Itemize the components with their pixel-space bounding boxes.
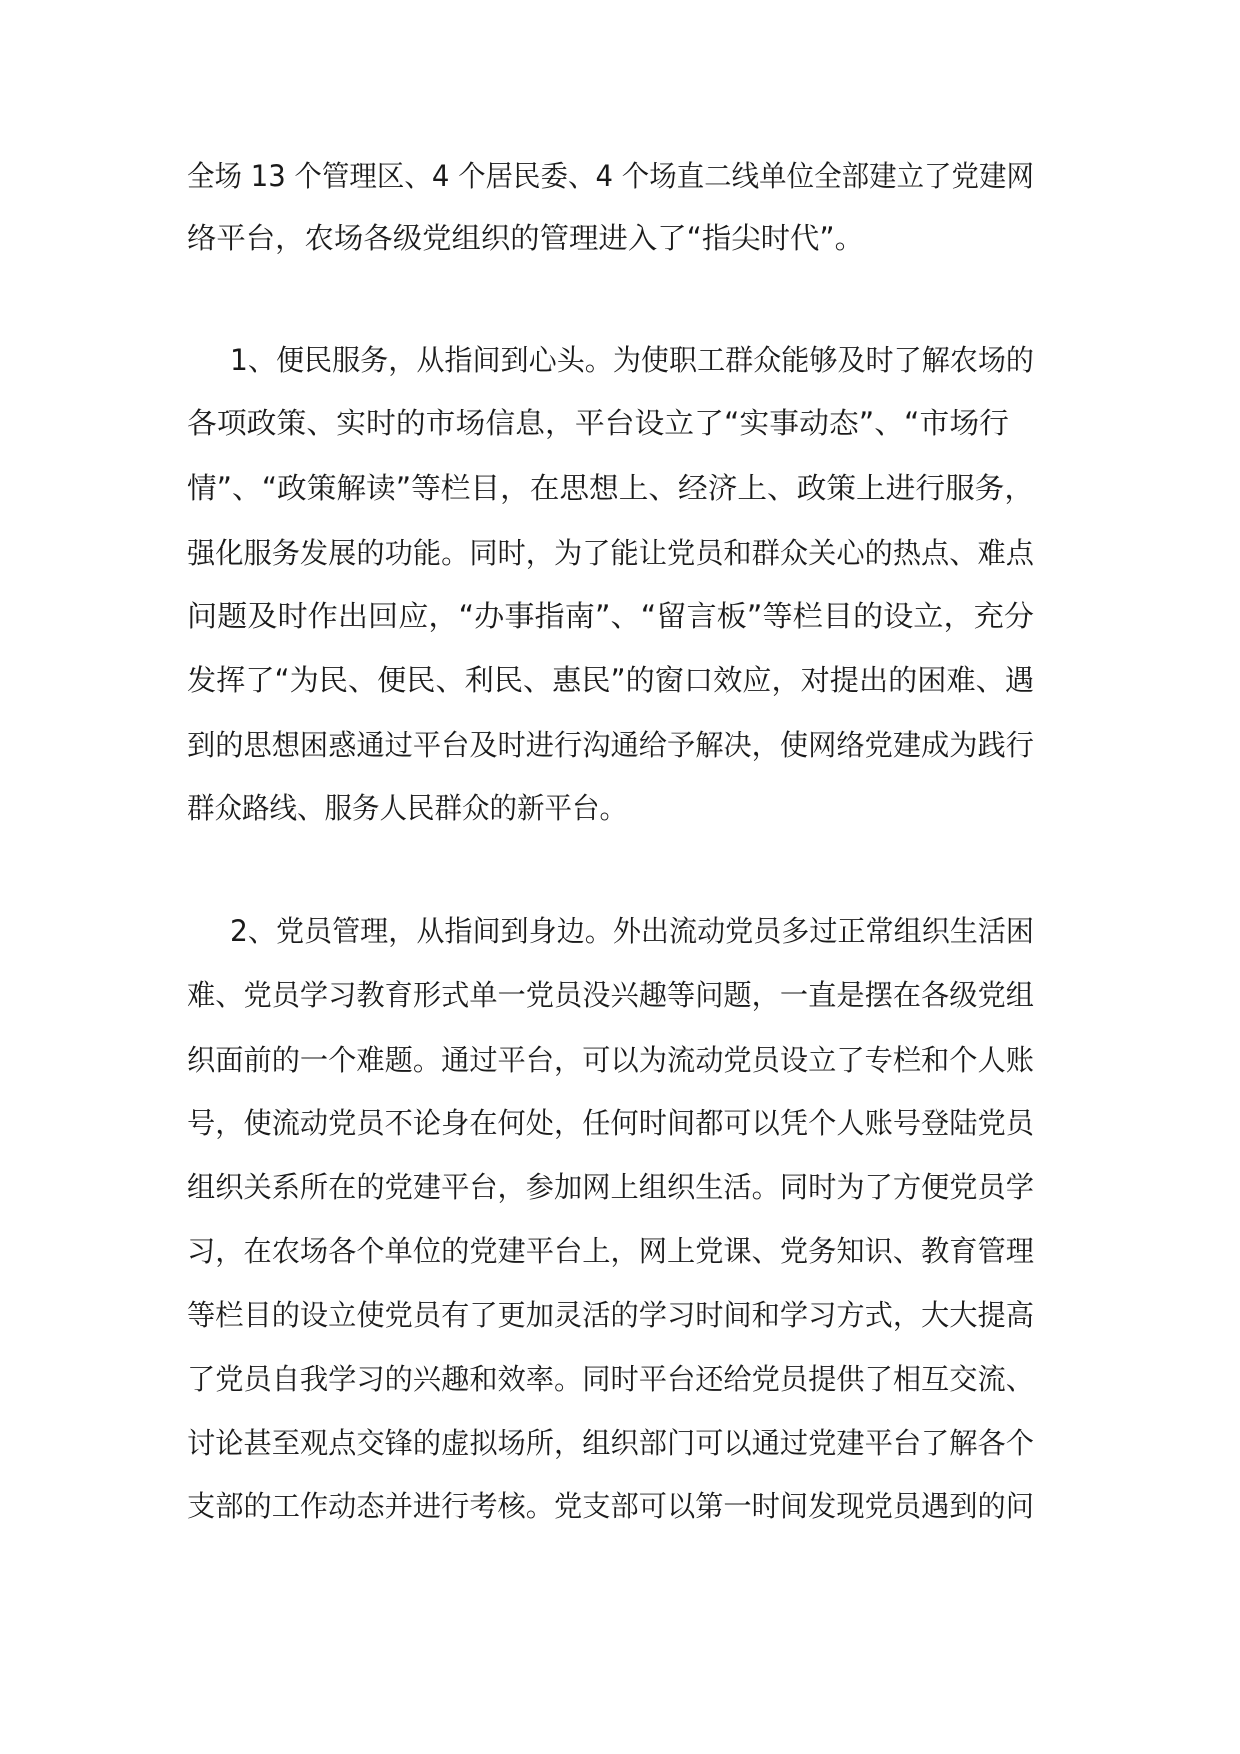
text-line (0, 330, 1240, 390)
text-line (0, 1476, 1240, 1536)
text-line (0, 1221, 1240, 1281)
line-text: 群众路线、服务人民群众的新平台。 (187, 791, 627, 825)
line-text: 到的思想困惑通过平台及时进行沟通给予解决，使网络党建成为践行 (187, 728, 1034, 762)
text-line (0, 208, 1240, 268)
text-line (0, 715, 1240, 775)
text-line (0, 458, 1240, 518)
text-line (0, 393, 1240, 453)
text-line (0, 1349, 1240, 1409)
text-line (0, 146, 1240, 206)
line-text: 习，在农场各个单位的党建平台上，网上党课、党务知识、教育管理 (187, 1234, 1034, 1268)
line-text: 络平台，农场各级党组织的管理进入了“指尖时代”。 (187, 221, 864, 255)
line-text: 2、党员管理，从指间到身边。外出流动党员多过正常组织生活困 (230, 914, 1034, 948)
line-text: 等栏目的设立使党员有了更加灵活的学习时间和学习方式，大大提高 (187, 1298, 1034, 1332)
text-line (0, 965, 1240, 1025)
text-line (0, 586, 1240, 646)
line-text: 组织关系所在的党建平台，参加网上组织生活。同时为了方便党员学 (187, 1170, 1034, 1204)
line-text: 支部的工作动态并进行考核。党支部可以第一时间发现党员遇到的问 (187, 1489, 1034, 1523)
line-text: 各项政策、实时的市场信息，平台设立了“实事动态”、“市场行 (187, 406, 1010, 440)
text-line (0, 1285, 1240, 1345)
line-text: 讨论甚至观点交锋的虚拟场所，组织部门可以通过党建平台了解各个 (187, 1426, 1034, 1460)
line-text: 问题及时作出回应，“办事指南”、“留言板”等栏目的设立，充分 (187, 599, 1034, 633)
text-line (0, 1030, 1240, 1090)
line-text: 号，使流动党员不论身在何处，任何时间都可以凭个人账号登陆党员 (187, 1106, 1034, 1140)
text-line (0, 650, 1240, 710)
line-text: 发挥了“为民、便民、利民、惠民”的窗口效应，对提出的困难、遇 (187, 663, 1034, 697)
line-text: 情”、“政策解读”等栏目，在思想上、经济上、政策上进行服务， (187, 471, 1034, 505)
text-line (0, 901, 1240, 961)
line-text: 1、便民服务，从指间到心头。为使职工群众能够及时了解农场的 (230, 343, 1034, 377)
line-text: 难、党员学习教育形式单一党员没兴趣等问题，一直是摆在各级党组 (187, 978, 1034, 1012)
line-text: 强化服务发展的功能。同时，为了能让党员和群众关心的热点、难点 (187, 536, 1034, 570)
text-line (0, 523, 1240, 583)
line-text: 全场 13 个管理区、4 个居民委、4 个场直二线单位全部建立了党建网 (187, 159, 1034, 193)
text-line (0, 1093, 1240, 1153)
text-line (0, 1413, 1240, 1473)
text-line (0, 778, 1240, 838)
line-text: 了党员自我学习的兴趣和效率。同时平台还给党员提供了相互交流、 (187, 1362, 1034, 1396)
text-line (0, 1157, 1240, 1217)
line-text: 织面前的一个难题。通过平台，可以为流动党员设立了专栏和个人账 (187, 1043, 1034, 1077)
